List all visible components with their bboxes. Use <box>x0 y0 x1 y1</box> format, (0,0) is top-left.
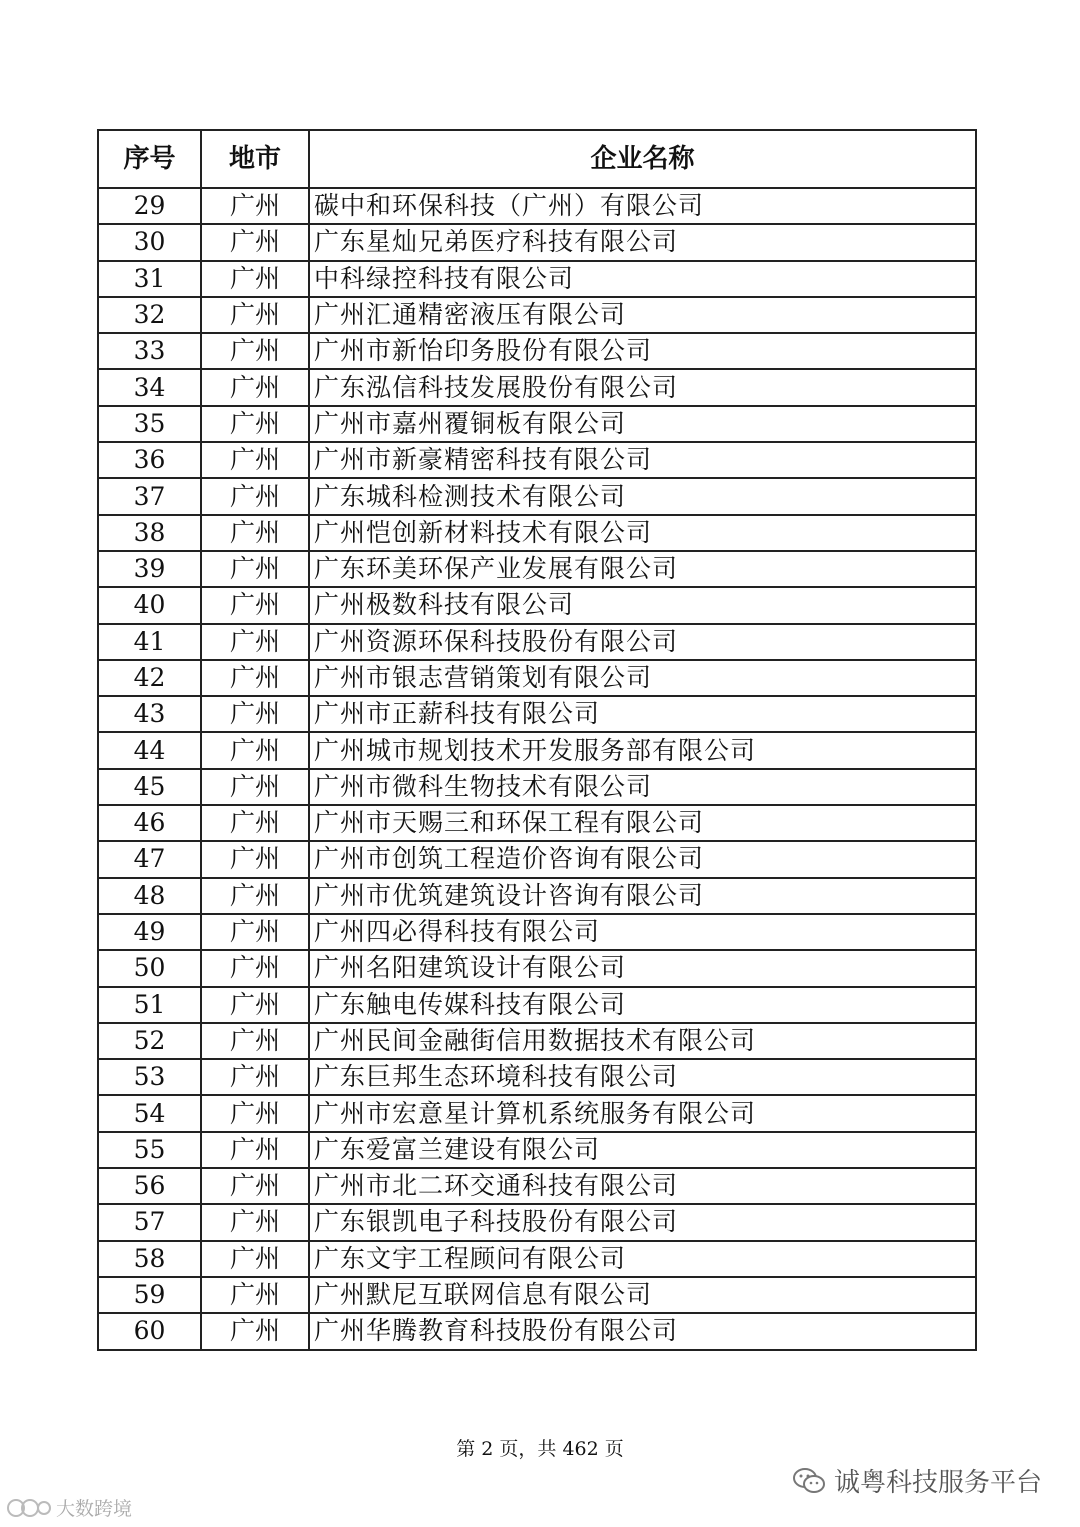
table-row <box>98 1023 976 1059</box>
table-row <box>98 841 976 877</box>
cell-seq: 33 <box>98 333 201 369</box>
cell-company: 广州民间金融街信用数据技术有限公司 <box>309 1023 976 1059</box>
cell-company: 广州市嘉州覆铜板有限公司 <box>309 406 976 442</box>
cell-city: 广州 <box>201 950 309 986</box>
table-row <box>98 732 976 768</box>
cell-city: 广州 <box>201 805 309 841</box>
table-row <box>98 515 976 551</box>
cell-seq: 53 <box>98 1059 201 1095</box>
cell-company: 广州市天赐三和环保工程有限公司 <box>309 805 976 841</box>
cell-company: 广州四必得科技有限公司 <box>309 914 976 950</box>
table-row <box>98 478 976 514</box>
cell-city: 广州 <box>201 478 309 514</box>
cell-city: 广州 <box>201 660 309 696</box>
cell-city: 广州 <box>201 406 309 442</box>
table-row <box>98 224 976 260</box>
wechat-icon <box>792 1466 826 1496</box>
table-row <box>98 551 976 587</box>
cell-city: 广州 <box>201 696 309 732</box>
cell-company: 广州极数科技有限公司 <box>309 587 976 623</box>
cell-seq: 59 <box>98 1277 201 1313</box>
table-row <box>98 406 976 442</box>
table-row <box>98 950 976 986</box>
cell-company: 广州华腾教育科技股份有限公司 <box>309 1313 976 1349</box>
cell-company: 广东巨邦生态环境科技有限公司 <box>309 1059 976 1095</box>
cell-company: 广州市新豪精密科技有限公司 <box>309 442 976 478</box>
cell-city: 广州 <box>201 1204 309 1240</box>
cell-company: 广州市微科生物技术有限公司 <box>309 769 976 805</box>
cell-seq: 34 <box>98 369 201 405</box>
cell-city: 广州 <box>201 987 309 1023</box>
cell-city: 广州 <box>201 587 309 623</box>
cell-seq: 48 <box>98 878 201 914</box>
cell-company: 广州默尼互联网信息有限公司 <box>309 1277 976 1313</box>
table-row <box>98 261 976 297</box>
header-company: 企业名称 <box>309 130 976 188</box>
cell-company: 广州市正薪科技有限公司 <box>309 696 976 732</box>
table-row <box>98 1313 976 1349</box>
table-body <box>98 188 976 1350</box>
cell-city: 广州 <box>201 878 309 914</box>
cell-city: 广州 <box>201 1023 309 1059</box>
table-header-row <box>98 130 976 188</box>
cell-seq: 41 <box>98 624 201 660</box>
cell-city: 广州 <box>201 1241 309 1277</box>
table-row <box>98 188 976 224</box>
cell-company: 广东星灿兄弟医疗科技有限公司 <box>309 224 976 260</box>
cell-city: 广州 <box>201 841 309 877</box>
table-row <box>98 1059 976 1095</box>
cell-seq: 42 <box>98 660 201 696</box>
watermark <box>792 1462 1042 1499</box>
cell-seq: 39 <box>98 551 201 587</box>
cell-company: 广州市创筑工程造价咨询有限公司 <box>309 841 976 877</box>
cell-company: 广州城市规划技术开发服务部有限公司 <box>309 732 976 768</box>
cell-company: 广州市新怡印务股份有限公司 <box>309 333 976 369</box>
cell-seq: 56 <box>98 1168 201 1204</box>
cell-seq: 37 <box>98 478 201 514</box>
cell-company: 中科绿控科技有限公司 <box>309 261 976 297</box>
brand-logo-icon <box>6 1497 52 1519</box>
table-row <box>98 1277 976 1313</box>
table-row <box>98 333 976 369</box>
cell-seq: 32 <box>98 297 201 333</box>
cell-company: 广东文宇工程顾问有限公司 <box>309 1241 976 1277</box>
cell-seq: 35 <box>98 406 201 442</box>
cell-company: 广州市宏意星计算机系统服务有限公司 <box>309 1095 976 1131</box>
cell-city: 广州 <box>201 297 309 333</box>
cell-company: 广州市银志营销策划有限公司 <box>309 660 976 696</box>
table-row <box>98 696 976 732</box>
cell-city: 广州 <box>201 1059 309 1095</box>
cell-seq: 60 <box>98 1313 201 1349</box>
table-row <box>98 769 976 805</box>
cell-seq: 45 <box>98 769 201 805</box>
cell-city: 广州 <box>201 333 309 369</box>
cell-seq: 31 <box>98 261 201 297</box>
table-row <box>98 805 976 841</box>
cell-seq: 36 <box>98 442 201 478</box>
cell-seq: 44 <box>98 732 201 768</box>
table-row <box>98 442 976 478</box>
cell-city: 广州 <box>201 224 309 260</box>
cell-seq: 57 <box>98 1204 201 1240</box>
table-row <box>98 624 976 660</box>
cell-seq: 47 <box>98 841 201 877</box>
cell-company: 广州恺创新材料技术有限公司 <box>309 515 976 551</box>
table-row <box>98 1204 976 1240</box>
cell-city: 广州 <box>201 515 309 551</box>
cell-company: 广东爱富兰建设有限公司 <box>309 1132 976 1168</box>
cell-company: 广东城科检测技术有限公司 <box>309 478 976 514</box>
cell-company: 碳中和环保科技（广州）有限公司 <box>309 188 976 224</box>
cell-company: 广州市北二环交通科技有限公司 <box>309 1168 976 1204</box>
table-row <box>98 878 976 914</box>
cell-company: 广东环美环保产业发展有限公司 <box>309 551 976 587</box>
cell-seq: 50 <box>98 950 201 986</box>
page-footer: 第 2 页，共 462 页 <box>456 1438 624 1460</box>
cell-company: 广东银凯电子科技股份有限公司 <box>309 1204 976 1240</box>
cell-city: 广州 <box>201 188 309 224</box>
table-row <box>98 914 976 950</box>
cell-city: 广州 <box>201 1277 309 1313</box>
cell-company: 广州名阳建筑设计有限公司 <box>309 950 976 986</box>
cell-company: 广州汇通精密液压有限公司 <box>309 297 976 333</box>
cell-company: 广东泓信科技发展股份有限公司 <box>309 369 976 405</box>
table-row <box>98 1168 976 1204</box>
cell-city: 广州 <box>201 1132 309 1168</box>
cell-city: 广州 <box>201 551 309 587</box>
cell-seq: 30 <box>98 224 201 260</box>
cell-city: 广州 <box>201 1095 309 1131</box>
cell-city: 广州 <box>201 261 309 297</box>
cell-city: 广州 <box>201 1313 309 1349</box>
table-row <box>98 1132 976 1168</box>
cell-seq: 29 <box>98 188 201 224</box>
header-city: 地市 <box>201 130 309 188</box>
watermark-text: 诚粤科技服务平台 <box>833 1468 1042 1498</box>
table-row <box>98 297 976 333</box>
cell-seq: 40 <box>98 587 201 623</box>
cell-seq: 38 <box>98 515 201 551</box>
cell-city: 广州 <box>201 914 309 950</box>
company-table <box>97 129 977 1351</box>
cell-company: 广州市优筑建筑设计咨询有限公司 <box>309 878 976 914</box>
cell-seq: 43 <box>98 696 201 732</box>
cell-city: 广州 <box>201 369 309 405</box>
header-seq: 序号 <box>98 130 201 188</box>
table-row <box>98 587 976 623</box>
cell-city: 广州 <box>201 732 309 768</box>
table-row <box>98 660 976 696</box>
cell-seq: 55 <box>98 1132 201 1168</box>
cell-company: 广州资源环保科技股份有限公司 <box>309 624 976 660</box>
cell-seq: 52 <box>98 1023 201 1059</box>
table-row <box>98 369 976 405</box>
cell-company: 广东触电传媒科技有限公司 <box>309 987 976 1023</box>
table-row <box>98 987 976 1023</box>
cell-seq: 54 <box>98 1095 201 1131</box>
cell-city: 广州 <box>201 769 309 805</box>
cell-seq: 46 <box>98 805 201 841</box>
table-row <box>98 1241 976 1277</box>
corner-logo <box>6 1494 132 1521</box>
cell-seq: 51 <box>98 987 201 1023</box>
cell-seq: 49 <box>98 914 201 950</box>
cell-city: 广州 <box>201 442 309 478</box>
cell-city: 广州 <box>201 1168 309 1204</box>
cell-city: 广州 <box>201 624 309 660</box>
cell-seq: 58 <box>98 1241 201 1277</box>
table-row <box>98 1095 976 1131</box>
corner-logo-text: 大数跨境 <box>56 1498 133 1520</box>
